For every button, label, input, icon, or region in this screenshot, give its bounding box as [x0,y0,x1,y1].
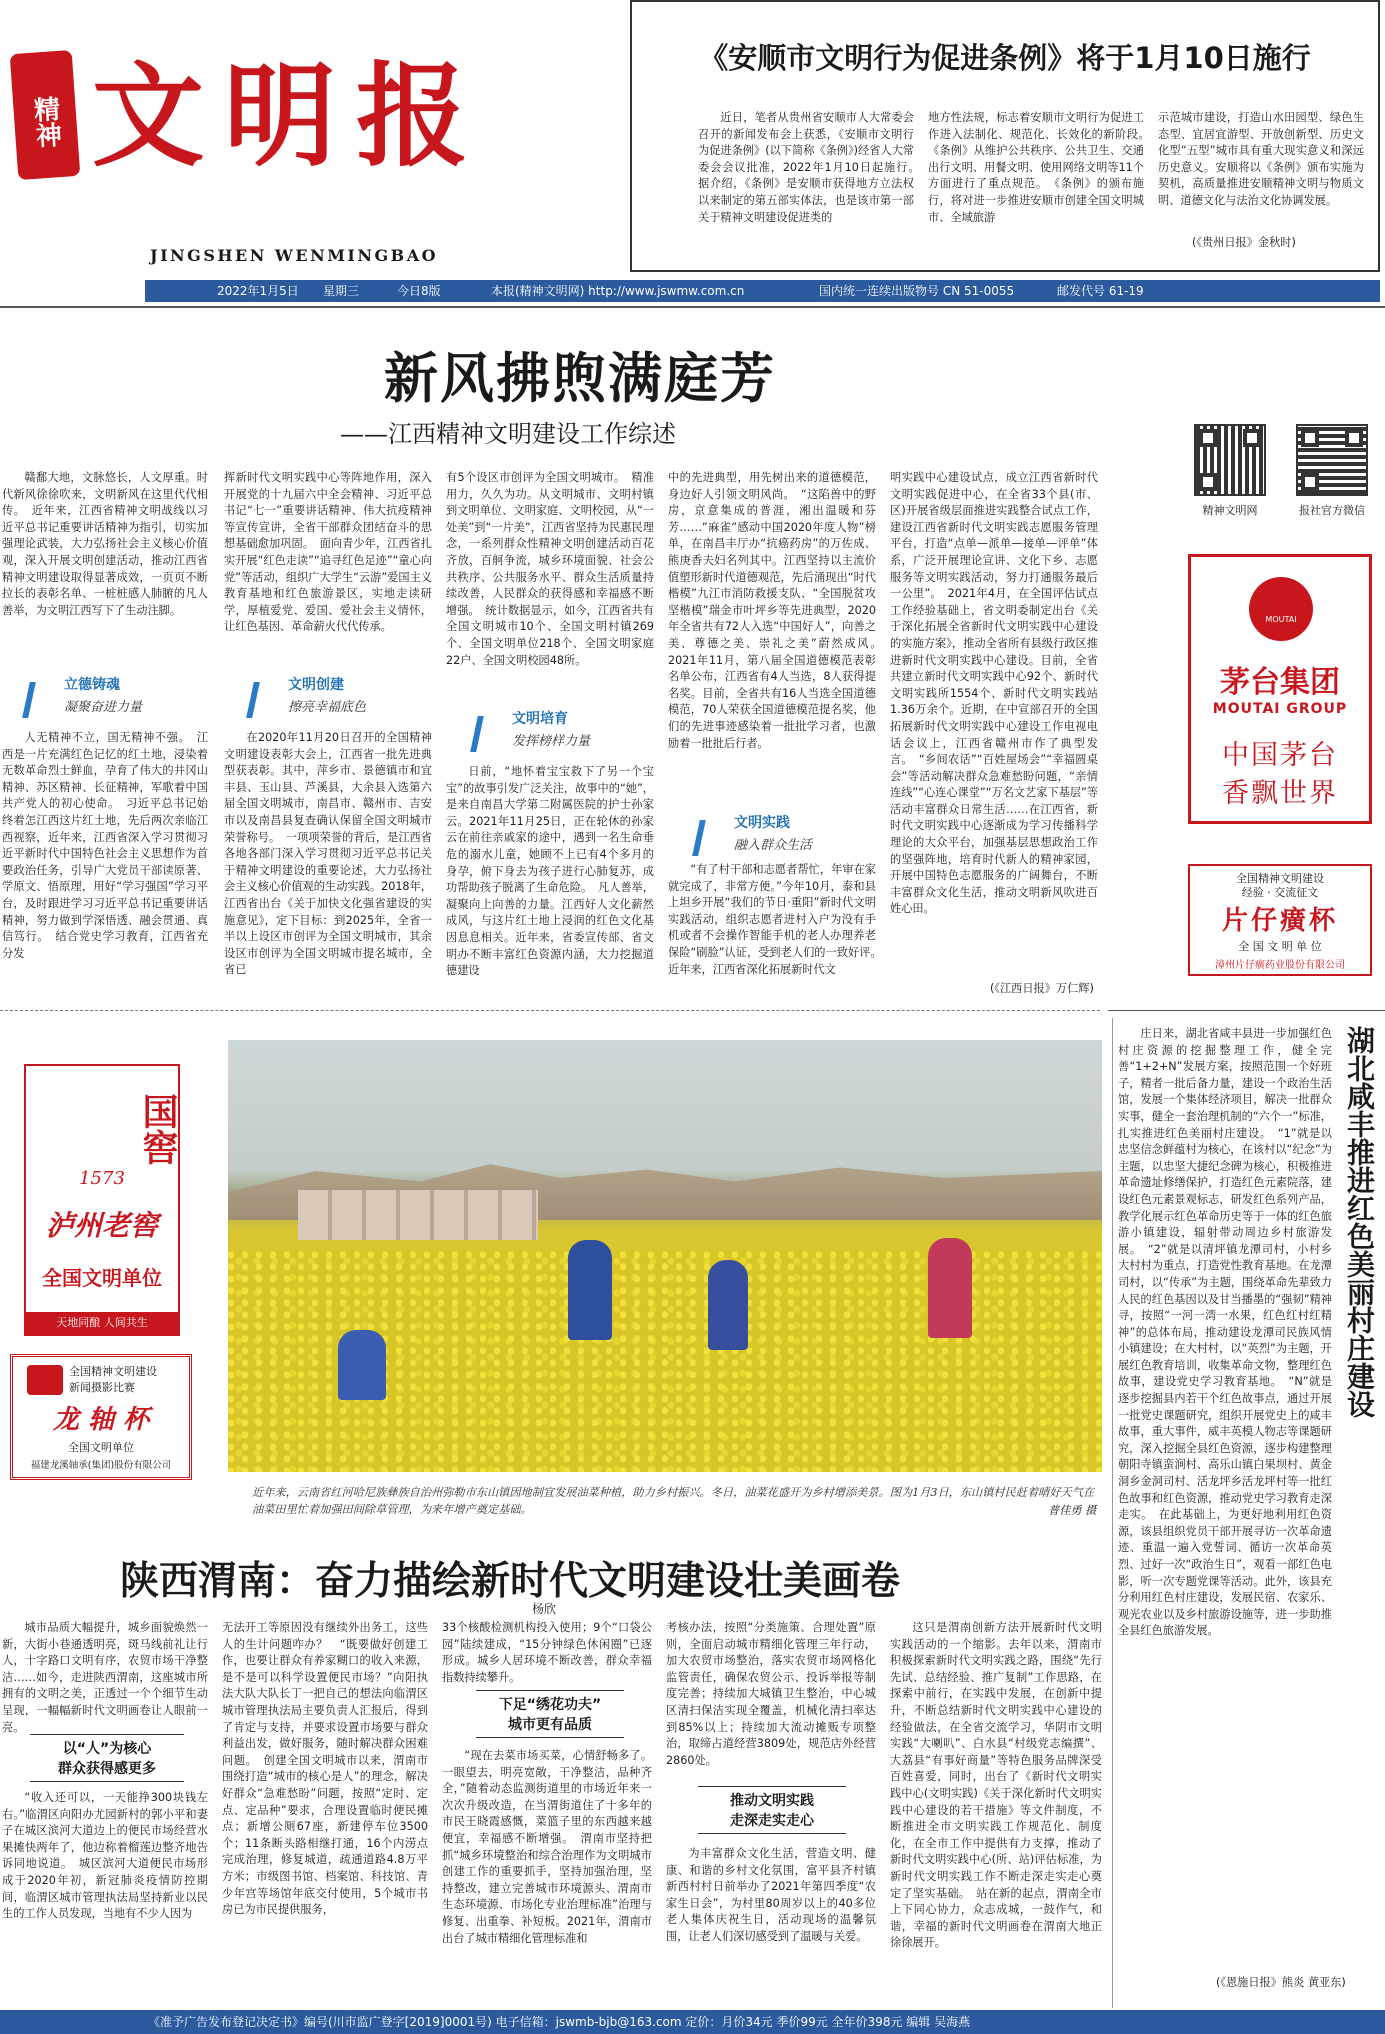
weinan-col1-b: “收入还可以，一天能挣300块钱左右。”临渭区向阳办尤园新村的郭小平和妻子在城区滨河大道边上的便民市场经营水果摊快两年了，他边称着榴莲边整齐地告诉同地说道。 城区滨河大道便民市场形成于2020年初，新冠肺炎疫情防控期间，临渭区城市管理执法局坚持新业以民生的工作人员发现，当地有不少人因为 [2,1791,208,1921]
issue-weekday: 星期三 [323,284,360,298]
subhead-3 [474,708,654,758]
weinan-subhead-1-a: 以“人”为核心 [62,1741,152,1757]
qr-finder-icon [1243,429,1261,447]
photo-buildings [298,1190,538,1240]
subhead-bar [22,682,36,718]
guojiao-ad [24,1064,180,1336]
subhead-bar [692,820,706,856]
hubei-title: 湖北咸丰推进红色美丽村庄建设 [1343,1026,1376,1418]
top-story-title: 《安顺市文明行为促进条例》将于1月10日施行 [699,41,1311,75]
subhead-2 [250,674,430,724]
weinan-byline: 杨欣 [532,1602,557,1616]
masthead-pinyin: JINGSHEN WENMINGBAO [150,246,439,265]
photo-caption: 近年来，云南省红河哈尼族彝族自治州弥勒市东山镇因地制宜发展油菜种植，助力乡村振兴。冬日，油菜花盛开为乡村增添美景。图为1月3日，东山镇村民赶着晴好天气在油菜田里忙着加强田间除草管理，为来年增产奠定基础。 [252,1486,1095,1516]
postal-code: 邮发代号 61-19 [1057,284,1144,298]
footer-text: 《准予广告发布登记决定书》编号(川市监广登字[2019]0001号) 电子信箱：jswmb-bjb@163.com 定价：月价34元 季价99元 全年价398元 编辑 吴海燕 [148,2015,971,2029]
weinan-subhead-1 [30,1734,184,1782]
subhead-1-title: 立德铸魂 [64,677,120,693]
top-story-box [630,0,1380,272]
villager-figure [338,1330,386,1400]
villager-figure [708,1260,748,1350]
weinan-col4-b: 为丰富群众文化生活，营造文明、健康、和谐的乡村文化氛围，富平县齐村镇新西村村日前举办了2021年第四季度“农家生日会”，为村里80周岁以上的40多位老人集体庆祝生日，活动现场的温馨氛围，让老人们深切感受到了温暖与关爱。 [666,1847,876,1943]
top-story-col2: 地方性法规，标志着安顺市文明行为促进工作进入法制化、规范化、长效化的新阶段。 《条例》从维护公共秩序、公共卫生、交通出行文明、用餐文明、使用网络文明等11个方面进行了重点规范。 《条例》的颁布施行，将对进一步推进安顺市创建全国文明城市、全域旅游 [928,111,1156,224]
moutai-en: MOUTAI GROUP [1212,701,1348,717]
weinan-title: 陕西渭南：奋力描绘新时代文明建设壮美画卷 [120,1559,901,1604]
lead-col4-a: 中的先进典型，用先树出来的道德模范，身边好人引领文明风尚。 “这陷兽中的野房，京意集成的普涯，湘出温暖和芬芳……”麻雀”感动中国2020年度人物”榜单，在南昌丰厅办“抗癌药房”的万佐成、熊庚香夫妇名列其中。江西坚持以主流价值塑形新时代道德观范，先后涌现出“时代楷模”九江市消防救援支队、“全国脱贫攻坚楷模”瑞金市叶坪乡等先进典型，2020年全省共有72人入选“中国好人”，向善之美、尊德之美、崇礼之美”蔚然成风。 2021年11月，第八届全国道德模范表彰名单公布，江西省有4人当选，8人获得提名奖。目前，全省共有16人当选全国道德模范，70人荣获全国道德模范提名奖，他们的先进事迹感染着一批批学习者，也激励着一批批后行者。 [668,471,888,750]
logo-title: 文明报 [92,51,488,182]
lead-col3-a: 有5个设区市创评为全国文明城市。 精准用力，久久为功。从文明城市、文明村镇到文明单位、文明家庭、文明校园，从“一处美”到“一片美”，江西省坚持为民惠民理念，一系列群众性精神文明创建活动百花齐放，百舸争流，城乡环境面貌、社会公共秩序、公共服务水平、群众生活质量持续改善，人民群众的获得感和幸福感不断增强。 统计数据显示，如今，江西省共有全国文明城市10个、全国文明村镇269个、全国文明单位218个、全国文明家庭22户、全国文明校园48所。 [446,471,654,667]
subhead-2-sub: 擦亮幸福底色 [288,700,367,715]
logo-small-text: 精神 [28,94,63,149]
lz-top-1: 全国精神文明建设 [69,1365,157,1378]
qr-finder-icon [1199,429,1217,447]
lead-col1-intro: 赣鄱大地，文脉悠长，人文厚重。时代新风徐徐吹来，文明新风在这里代代相传。 近年来，江西省精神文明战线以习近平总书记重要讲话精神为指引，切实加强理论武装，大力弘扬社会主义核心价值观，深入开展文明创建活动，推动江西省精神文明建设取得显著成效，一页页不断拉长的表彰名单、一桩桩感人肺腑的凡人善举，为文明江西写下了生动注脚。 [2,471,208,617]
lead-col3-b: 日前，“地怀着宝宝救下了另一个宝宝”的故事引发广泛关注，故事中的“她”，是来自南昌大学第二附属医院的护士孙家云。2021年11月25日，正在轮休的孙家云在前往亲戚家的途中，遇到一名生命垂危的溺水儿童，她顾不上已有4个多月的身孕，俯下身去为孩子进行心肺复苏，成功帮助孩子脱离了生命危险。 凡人善举，凝聚向上向善的力量。江西好人文化薪然成风，与这片红土地上浸润的红色文化基因息息相关。近年来，省委宣传部、省文明办不断丰富红色资源内涵，大力挖掘道德建设 [446,765,654,978]
weinan-col1-a: 城市品质大幅提升，城乡面貌焕然一新，大街小巷通透明亮，斑马线前礼让行人，十字路口文明有序，农贸市场干净整洁……如今，走进陕西渭南，这座城市所拥有的文明之美，正透过一个个细节生动呈现，一幅幅新时代文明画卷让人眼前一亮。 [2,1621,208,1734]
lz-top-2: 新闻摄影比赛 [69,1381,135,1394]
qr-label-right: 报社官方微信 [1299,504,1365,517]
issue-pages: 今日8版 [397,284,441,298]
weinan-col4-a: 考核办法，按照“分类施策、合理处置”原则，全面启动城市精细化管理三年行动，加大农贸市场整治，落实农贸市场网格化监管责任，确保农贸公示、投诉举报等制度完善；持续加大城镇卫生整治，中心城区清扫保洁实现全覆盖，机械化清扫率达到85%以上；持续加大流动摊贩专项整治，取缔占道经营3809处，规范店外经营2860处。 [666,1621,876,1767]
subhead-1 [26,674,206,724]
guojiao-slogan: 天地同酿 人间共生 [26,1312,178,1334]
pianzaihuang-ad [1188,864,1372,976]
top-story-col3: 示范城市建设，打造山水田园型、绿色生态型、宜居宜游型、开放创新型、历史文化型“五型”城市具有重大现实意义和深远历史意义。安顺将以《条例》颁布实施为契机，高质量推进安顺精神文明与物质文明、道德文化与法治文化协调发展。 [1158,111,1364,207]
moutai-slogan-2: 香飘世界 [1222,778,1338,809]
pzh-unit: 全 国 文 明 单 位 [1238,940,1322,953]
lz-unit: 全国文明单位 [68,1441,134,1454]
lead-title: 新风拂煦满庭芳 [384,347,776,410]
moutai-logo-text: MOUTAI [1265,615,1297,624]
top-story-source: (《贵州日报》金秋时) [1192,236,1296,249]
qr-label-left: 精神文明网 [1202,504,1258,517]
website-info: 本报(精神文明网) http://www.jswmw.com.cn [491,284,745,298]
lead-col2-b: 在2020年11月20日召开的全国精神文明建设表彰大会上，江西省一批先进典型获表彰。其中，萍乡市、景德镇市和宜丰县、玉山县、芦溪县，大余县入选第六届全国文明城市，南昌市、赣州市、吉安市以及南昌县复查确认保留全国文明城市荣誉称号。 一项项荣誉的背后，是江西省各地各部门深入学习贯彻习近平总书记关于精神文明建设的重要论述，大力弘扬社会主义核心价值观的生动实践。2018年，江西省出台《关于加快文化强省建设的实施意见》，定下目标：到2025年，全省一半以上设区市创评为全国文明城市，其余设区市创评为全国文明城市提名城市，全省已 [224,731,432,977]
date-bar [145,280,1380,302]
lead-source: (《江西日报》万仁辉) [990,982,1094,995]
guojiao-brand: 泸州老窖 [45,1209,158,1242]
section-rule [0,1010,1100,1011]
column-divider [1112,1018,1113,2008]
guojiao-name: 国窖 [137,1093,179,1165]
pzh-top-2: 经验 · 交流征文 [1241,886,1319,899]
subhead-4-sub: 融入群众生活 [734,838,813,853]
lead-col2-a: 挥新时代文明实践中心等阵地作用，深入开展党的十九届六中全会精神、习近平总书记“七一”重要讲话精神、伟大抗疫精神等宣传宣讲，全省干部群众团结奋斗的思想基础愈加巩固。 面向青少年，江西省扎实开展“红色走读”“追寻红色足迹”“童心向党”等活动，组织广大学生“云游”爱国主义教育基地和红色旅游景区，实地走读研学，厚植爱党、爱国、爱社会主义情怀，让红色基因、革命薪火代代传承。 [224,471,432,634]
qr-finder-icon [1199,473,1217,491]
moutai-name: 茅台集团 [1220,665,1340,700]
qr-finder-icon [1301,473,1319,491]
guojiao-unit: 全国文明单位 [42,1266,162,1290]
weinan-subhead-3 [698,1786,846,1834]
moutai-ad [1188,554,1372,824]
top-story-col1: 近日，笔者从贵州省安顺市人大常委会召开的新闻发布会上获悉，《安顺市文明行为促进条例》(以下简称《条例》)经省人大常委会会议批准，2022年1月10日起施行。 据介绍，《条例》是安顺市获得地方立法权以来制定的第五部实体法，也是该市第一部关于精神文明建设促进类的 [698,111,926,224]
subhead-4-title: 文明实践 [734,815,790,831]
issue-date: 2022年1月5日 [217,284,299,298]
pzh-company: 漳州片仔癀药业股份有限公司 [1215,960,1345,971]
lead-col5: 明实践中心建设试点，成立江西省新时代文明实践促进中心，在全省33个县(市、区)开展省级层面推进实践整合试点工作，建设江西省新时代文明实践志愿服务管理平台，打造“点单—派单—接单—评单”体系，广泛开展理论宣讲、文化下乡、志愿服务等文明实践活动，努力打通服务最后一公里”。 2021年4月，在全国评估试点工作经验基础上，省文明委制定出台《关于深化拓展全省新时代文明实践中心建设的实施方案》，推动全省所有县级行政区推进新时代文明实践中心建设。目前，全省共建立新时代文明实践中心92个、新时代文明实践所1554个、新时代文明实践站1.36万余个。近期，在中宣部召开的全国拓展新时代文明实践中心建设工作电视电话会议上，江西省赣州市作了典型发言。 “乡间农话”“百姓屋场会”“幸福圆桌会”等活动解决群众急难愁盼问题，“亲情连线”“心连心课堂”“万名文艺家下基层”等活动丰富群众日常生活……在江西省，新时代文明实践中心逐渐成为学习传播科学理论的大众平台，加强基层思想政治工作的坚强阵地，培育时代新人的精神家园，开展中国特色志愿服务的广阔舞台，不断丰富群众文化生活，推动文明新风吹进百姓心田。 [890,471,1098,916]
subhead-bar [470,716,484,752]
masthead-rule [0,306,1385,308]
qr-finder-icon [1345,429,1363,447]
weinan-subhead-2 [476,1690,624,1738]
subhead-2-title: 文明创建 [288,677,344,693]
section-rule [1108,1010,1385,1011]
weinan-col2-a: 无法开工等原因没有继续外出务工，这些人的生计问题咋办？ “既要做好创建工作，也要让群众有养家糊口的收入来源，是不是可以科学设置便民市场？”向阳执法大队大队长丁一把自己的想法向临渭区城市管理执法局主要负责人汇报后，得到了肯定与支持，并要求设置市场要与群众利益出发，做好服务，随时解决群众困难问题。 创建全国文明城市以来，渭南市围绕打造“城市的核心是人”的理念，解决好群众“急难愁盼”问题，按照“定时、定点、定品种”要求，合理设置临时便民摊点；新增公厕67座，新建停车位3500个；11条断头路相继打通，16个内涝点完成治理，修复城道，疏通道路4.8万平方米；市级图书馆、档案馆、科技馆、青少年宫等场馆年底交付使用，5个城市书房已为市民提供服务， [222,1621,428,1917]
photo-credit: 普佳勇 摄 [1048,1504,1097,1517]
guojiao-year: 1573 [79,1168,125,1189]
longzhou-logo-icon [27,1365,63,1395]
weinan-subhead-3-a: 推动文明实践 [730,1793,814,1809]
villager-figure [928,1238,972,1338]
lead-subtitle: ——江西精神文明建设工作综述 [340,420,676,448]
qr-code-right [1296,424,1368,496]
lead-col4-b: “有了村干部和志愿者帮忙，年审在家就完成了，非常方便。”今年10月，泰和县上坦乡开展“我们的节日·重阳”新时代文明实践活动，组织志愿者进村入户为没有手机或者不会操作智能手机的老人办理养老保险“刷脸”认证，受到老人们的一致好评。 近年来，江西省深化拓展新时代文 [668,863,888,976]
weinan-col3-b: “现在去菜市场买菜，心情舒畅多了。一眼望去，明亮宽敞，干净整洁，品种齐全，”随着动态监测街道里的市场近年来一次次升级改造，在当渭街道住了十多年的市民王晓霞感慨，菜篮子里的东西越来越便宜，幸福感不断增强。 渭南市坚持把抓“城乡环境整治和综合治理作为文明城市创建工作的重要抓手，坚持加强治理，坚持整改，建立完善城市环境源头、渭南市生态环境源、市场化专业治理标准”治理与修复、出重拳、补短板。2021年，渭南市出台了城市精细化管理标准和 [442,1749,652,1945]
weinan-subhead-2-a: 下足“绣花功夫” [498,1697,602,1713]
logo-seal [10,50,81,180]
weinan-subhead-1-b: 群众获得感更多 [58,1761,156,1777]
cn-number: 国内统一连续出版物号 CN 51-0055 [819,284,1015,298]
weinan-col3-a: 33个核酸检测机构投入使用；9个“口袋公园”陆续建成，“15分钟绿色休闲圈”已逐形成。城乡人居环境不断改善，群众幸福指数持续攀升。 [442,1621,652,1684]
weinan-subhead-2-b: 城市更有品质 [508,1717,592,1733]
subhead-3-sub: 发挥榜样力量 [512,734,591,749]
moutai-slogan-1: 中国茅台 [1222,740,1338,771]
subhead-1-sub: 凝聚奋进力量 [64,700,143,715]
lead-col1-rest: 人无精神不立，国无精神不强。 江西是一片充满红色记忆的红土地，浸染着无数革命烈士鲜血，孕育了伟大的井冈山精神、苏区精神、长征精神，军歌着中国共产党人的初心使命。 习近平总书记始终着怎江西这片红土地，先后两次亲临江西视察，近年来，江西省深入学习贯彻习近平新时代中国特色社会主义思想作为首要政治任务，引导广大党员干部读原著、学原文、悟原理，用好“学习强国”学习平台，及时跟进学习习近平总书记重要讲话精神，努力做到学深悟透、融会贯通、真信笃行。 结合党史学习教育，江西省充分发 [2,731,208,960]
moutai-logo-icon [1249,577,1313,641]
hubei-source: (《恩施日报》熊炎 黄亚东) [1216,1976,1346,1989]
masthead [0,0,630,270]
weinan-subhead-3-b: 走深走实走心 [730,1813,814,1829]
subhead-4 [696,812,876,862]
news-photo [228,1040,1102,1472]
hubei-text: 庄日来，湖北省咸丰县进一步加强红色村庄资源的挖掘整理工作，健全完善“1+2+N”发展方案，按照范围一个好班子，精者一批后备力量，建设一个政治生活馆，发展一个集体经济项目，解决一批群众实事，健全一套治理机制的“六个一”标准，扎实推进红色美丽村庄建设。 “1”就是以忠坚信念鲜蕴村为核心，在该村以“纪念”为主题，以忠坚大捷纪念碑为核心，积极推进革命遗址修缮保护，打造红色元素院落，建设红色元素景观标志，研发红色系列产品，教学化展示红色革命历史等于一体的红色旅游小镇建设，辐射带动周边乡村旅游发展。 “2”就是以清坪镇龙潭司村，小村乡大村村为重点，打造党性教育基地。在龙潭司村，以“传承”为主题，围绕革命先辈致力人民的红色基因以及甘当播墨的“强韧”精神寻，按照“一河一湾一水果，红色红村红精神”的总体布局，推动建设龙潭司民族风情小镇建设；在大村村，以“英烈”为主题，开展红色教育培训，收集革命文物，整理红色故事，建设党史学习教育基地。 “N”就是逐步挖掘县内若干个红色故事点，通过开展一批党史课题研究，组织开展党史上的咸丰故事，重大事件，威丰英模人物志等课题研究，深入挖掘全县红色资源，逐步构建整理朝阳寺镇蛮涧村、高乐山镇白果坝村、黄金洞乡金洞司村、活龙坪乡活龙坪村等一批红色故事和红色资源，推动党史学习教育走深走实。 在此基础上，为更好地利用红色资源，该县组织党员干部开展寻访一次革命遗迹、重温一遍入党誓词、循访一次革命英烈、过好一次“政治生日”，观看一部红色电影，听一次专题党课等活动。此外，该县充分利用红色村庄建设，发展民宿、农家乐、观光农业以及乡村旅游设施等，进一步助推全县红色旅游发展。 [1118,1027,1332,1638]
longzhou-ad [10,1354,192,1480]
footer-bar [0,2010,1385,2034]
qr-code-left [1194,424,1266,496]
pzh-top-1: 全国精神文明建设 [1236,872,1324,885]
pzh-name: 片仔癀杯 [1221,906,1338,936]
subhead-3-title: 文明培育 [512,711,568,727]
lz-name: 龙 轴 杯 [52,1405,150,1435]
weinan-col5: 这只是渭南创新方法开展新时代文明实践活动的一个缩影。去年以来，渭南市积极探索新时代文明实践之路，围绕“先行先试、总结经验、推广复制”工作思路，在探索中前行，在实践中发展，在创新中提升，不断总结新时代文明实践中心建设的经验做法，在全省交流学习，华阴市文明实践“大喇叭”、白水县“村级党志编撰”、大荔县“有事好商量”等特色服务品牌深受百姓喜爱，同时，出台了《新时代文明实践中心(文明实践)《关于深化新时代文明实践中心建设的若干措施》等文件制度，不断推进全市文明实践工作规范化、制度化，在全市工作中提供有力支撑，推动了新时代文明实践中心(所、站)评估标准，为新时代文明实践工作不断走深走实走心奠定了坚实基础。 站在新的起点，渭南全市上下同心协力，众志成城，一鼓作气，和谐，幸福的新时代文明画卷在渭南大地正徐徐展开。 [890,1621,1102,1950]
qr-finder-icon [1301,429,1319,447]
villager-figure [568,1240,612,1340]
subhead-bar [246,682,260,718]
lz-company: 福建龙溪轴承(集团)股份有限公司 [30,1460,172,1471]
